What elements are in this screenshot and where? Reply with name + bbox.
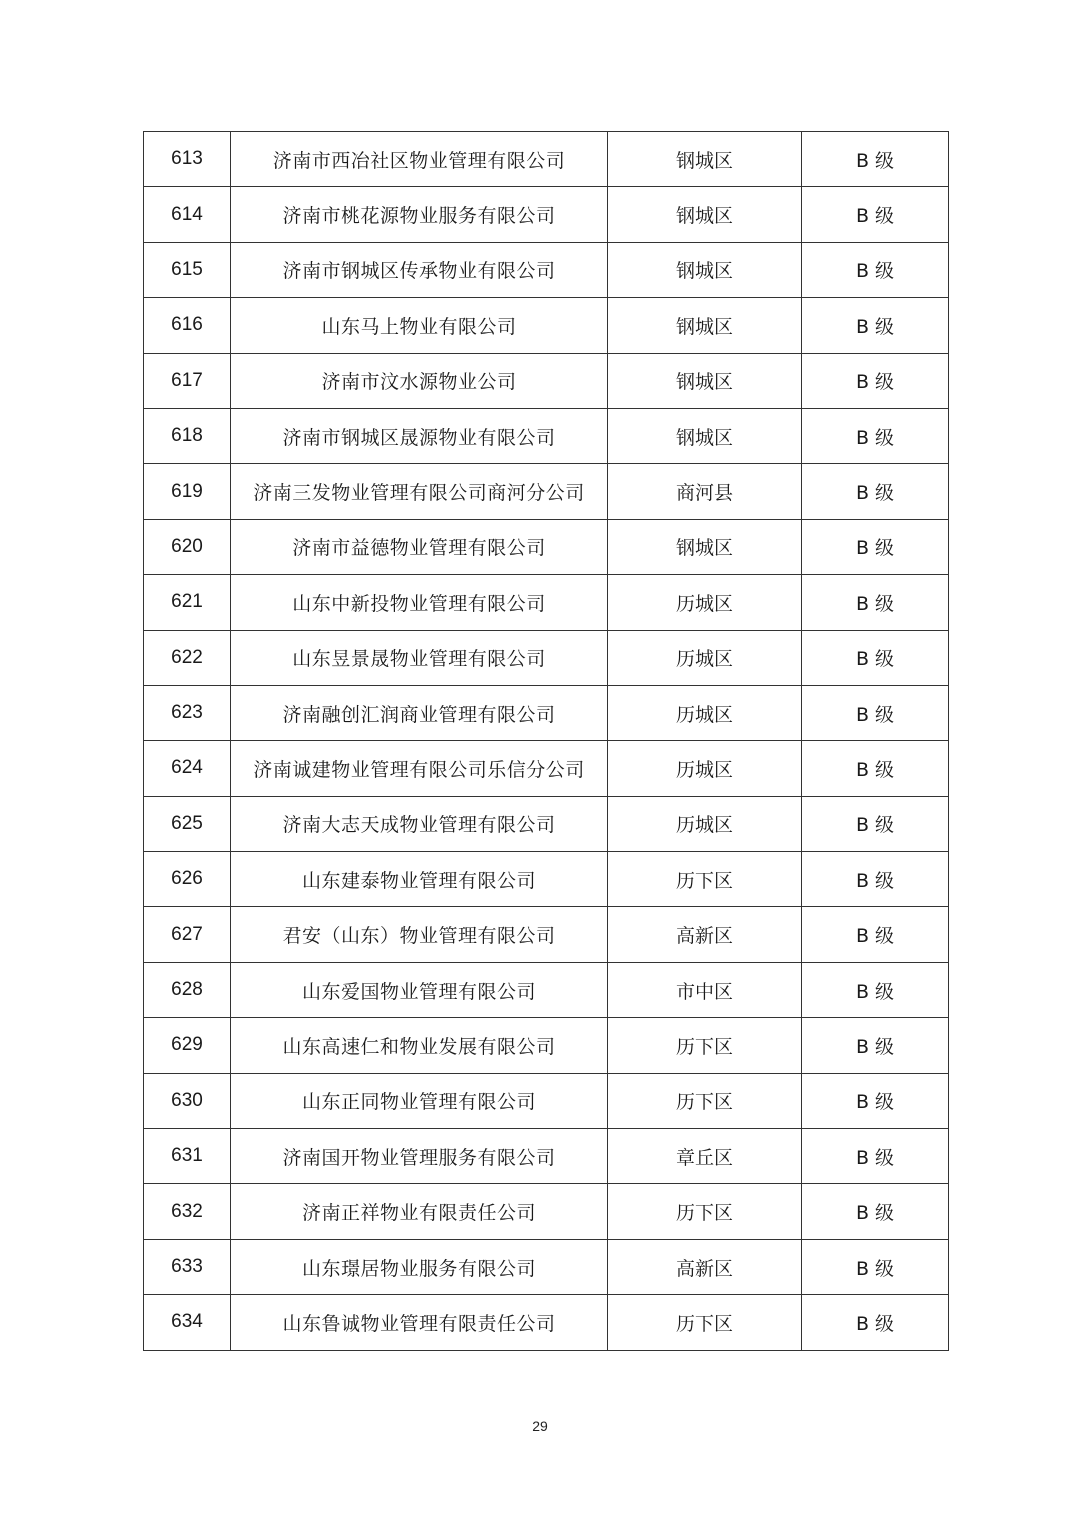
company-name-cell: 山东建泰物业管理有限公司 [231, 852, 608, 907]
row-number-cell: 624 [144, 741, 231, 796]
table-row [144, 1295, 949, 1350]
grade-cell: B 级 [802, 1239, 949, 1294]
district-cell: 钢城区 [608, 519, 802, 574]
district-cell: 商河县 [608, 464, 802, 519]
company-name-cell: 济南融创汇润商业管理有限公司 [231, 685, 608, 740]
page-number: 29 [532, 1418, 548, 1434]
table-row [144, 298, 949, 353]
row-number-cell: 629 [144, 1018, 231, 1073]
company-name-cell: 山东璟居物业服务有限公司 [231, 1239, 608, 1294]
row-number-cell: 615 [144, 242, 231, 297]
company-name-cell: 山东爱国物业管理有限公司 [231, 962, 608, 1017]
table-row [144, 1073, 949, 1128]
district-cell: 钢城区 [608, 298, 802, 353]
table-row [144, 741, 949, 796]
row-number-cell: 632 [144, 1184, 231, 1239]
company-name-cell: 济南三发物业管理有限公司商河分公司 [231, 464, 608, 519]
row-number-cell: 613 [144, 132, 231, 187]
table-row [144, 519, 949, 574]
company-name-cell: 山东正同物业管理有限公司 [231, 1073, 608, 1128]
district-cell: 历城区 [608, 685, 802, 740]
row-number-cell: 626 [144, 852, 231, 907]
district-cell: 历下区 [608, 1184, 802, 1239]
company-name-cell: 济南市益德物业管理有限公司 [231, 519, 608, 574]
row-number-cell: 616 [144, 298, 231, 353]
row-number-cell: 617 [144, 353, 231, 408]
grade-cell: B 级 [802, 1184, 949, 1239]
grade-cell: B 级 [802, 1295, 949, 1350]
table-row [144, 1129, 949, 1184]
district-cell: 市中区 [608, 962, 802, 1017]
grade-cell: B 级 [802, 685, 949, 740]
row-number-cell: 628 [144, 962, 231, 1017]
company-name-cell: 济南市钢城区传承物业有限公司 [231, 242, 608, 297]
table-row [144, 962, 949, 1017]
company-name-cell: 济南大志天成物业管理有限公司 [231, 796, 608, 851]
row-number-cell: 630 [144, 1073, 231, 1128]
grade-cell: B 级 [802, 575, 949, 630]
company-name-cell: 济南市西冶社区物业管理有限公司 [231, 132, 608, 187]
company-name-cell: 济南正祥物业有限责任公司 [231, 1184, 608, 1239]
company-name-cell: 君安（山东）物业管理有限公司 [231, 907, 608, 962]
row-number-cell: 614 [144, 187, 231, 242]
grade-cell: B 级 [802, 907, 949, 962]
grade-cell: B 级 [802, 796, 949, 851]
company-name-cell: 山东马上物业有限公司 [231, 298, 608, 353]
table-row [144, 907, 949, 962]
grade-cell: B 级 [802, 353, 949, 408]
district-cell: 历下区 [608, 1018, 802, 1073]
company-name-cell: 济南国开物业管理服务有限公司 [231, 1129, 608, 1184]
grade-cell: B 级 [802, 852, 949, 907]
district-cell: 钢城区 [608, 187, 802, 242]
table-row [144, 464, 949, 519]
district-cell: 钢城区 [608, 408, 802, 463]
table-row [144, 575, 949, 630]
row-number-cell: 619 [144, 464, 231, 519]
table-row [144, 132, 949, 187]
grade-cell: B 级 [802, 132, 949, 187]
grade-cell: B 级 [802, 962, 949, 1017]
grade-cell: B 级 [802, 187, 949, 242]
company-name-cell: 济南市钢城区晟源物业有限公司 [231, 408, 608, 463]
row-number-cell: 625 [144, 796, 231, 851]
table-row [144, 685, 949, 740]
district-cell: 高新区 [608, 1239, 802, 1294]
grade-cell: B 级 [802, 1129, 949, 1184]
district-cell: 历下区 [608, 852, 802, 907]
company-name-cell: 济南市桃花源物业服务有限公司 [231, 187, 608, 242]
grade-cell: B 级 [802, 464, 949, 519]
table-row [144, 796, 949, 851]
district-cell: 章丘区 [608, 1129, 802, 1184]
table-row [144, 187, 949, 242]
district-cell: 历城区 [608, 796, 802, 851]
grade-cell: B 级 [802, 1073, 949, 1128]
company-name-cell: 济南市汶水源物业公司 [231, 353, 608, 408]
row-number-cell: 633 [144, 1239, 231, 1294]
table-row [144, 1239, 949, 1294]
district-cell: 历城区 [608, 630, 802, 685]
company-name-cell: 山东昱景晟物业管理有限公司 [231, 630, 608, 685]
company-name-cell: 山东中新投物业管理有限公司 [231, 575, 608, 630]
row-number-cell: 618 [144, 408, 231, 463]
district-cell: 历下区 [608, 1073, 802, 1128]
rating-table [143, 131, 949, 1351]
district-cell: 历城区 [608, 575, 802, 630]
row-number-cell: 634 [144, 1295, 231, 1350]
table-row [144, 630, 949, 685]
district-cell: 钢城区 [608, 353, 802, 408]
table-row [144, 852, 949, 907]
table-row [144, 242, 949, 297]
row-number-cell: 620 [144, 519, 231, 574]
row-number-cell: 623 [144, 685, 231, 740]
district-cell: 历下区 [608, 1295, 802, 1350]
district-cell: 高新区 [608, 907, 802, 962]
district-cell: 钢城区 [608, 132, 802, 187]
district-cell: 钢城区 [608, 242, 802, 297]
district-cell: 历城区 [608, 741, 802, 796]
grade-cell: B 级 [802, 1018, 949, 1073]
row-number-cell: 627 [144, 907, 231, 962]
grade-cell: B 级 [802, 242, 949, 297]
grade-cell: B 级 [802, 519, 949, 574]
grade-cell: B 级 [802, 741, 949, 796]
grade-cell: B 级 [802, 630, 949, 685]
table-body [144, 132, 949, 1351]
row-number-cell: 631 [144, 1129, 231, 1184]
company-name-cell: 济南诚建物业管理有限公司乐信分公司 [231, 741, 608, 796]
grade-cell: B 级 [802, 298, 949, 353]
company-name-cell: 山东高速仁和物业发展有限公司 [231, 1018, 608, 1073]
grade-cell: B 级 [802, 408, 949, 463]
table-row [144, 1184, 949, 1239]
row-number-cell: 621 [144, 575, 231, 630]
table-row [144, 353, 949, 408]
company-name-cell: 山东鲁诚物业管理有限责任公司 [231, 1295, 608, 1350]
table-row [144, 408, 949, 463]
row-number-cell: 622 [144, 630, 231, 685]
table-row [144, 1018, 949, 1073]
